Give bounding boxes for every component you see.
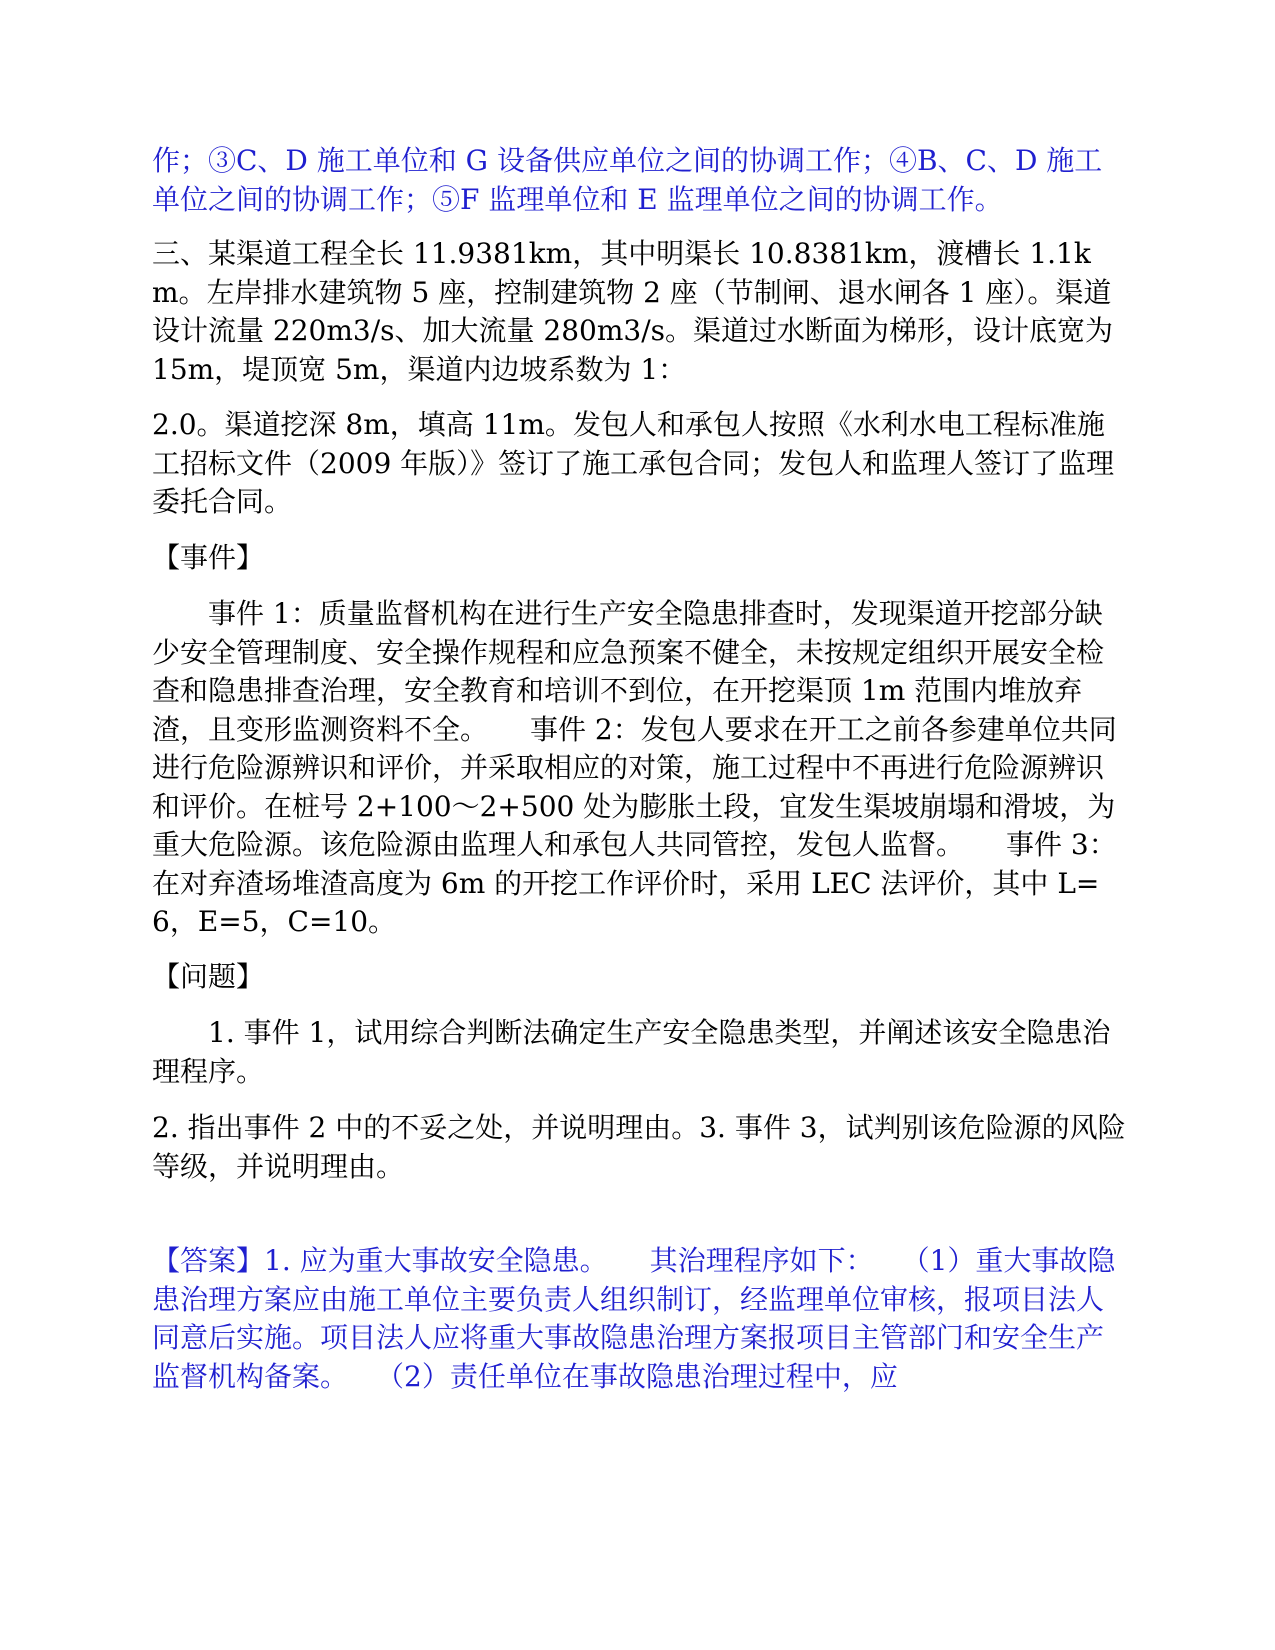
questions-heading: 【问题】 (152, 960, 265, 993)
intro-continuation: 作；③C、D 施工单位和 G 设备供应单位之间的协调工作；④B、C、D 施工单位之间的协调工作；⑤F 监理单位和 E 监理单位之间的协调工作。 (152, 144, 1103, 216)
questions-2-3: 2. 指出事件 2 中的不妥之处，并说明理由。3. 事件 3，试判别该危险源的风险等级，并说明理由。 (152, 1111, 1126, 1183)
events-heading: 【事件】 (152, 541, 265, 574)
question-1: 1. 事件 1，试用综合判断法确定生产安全隐患类型，并阐述该安全隐患治理程序。 (152, 1016, 1111, 1088)
problem-statement-paragraph-1: 三、某渠道工程全长 11.9381km，其中明渠长 10.8381km，渡槽长 1.1km。左岸排水建筑物 5 座，控制建筑物 2 座（节制闸、退水闸各 1 座）。渠道设计流量 220m3/s、加大流量 280m3/s。渠道过水断面为梯形，设计底宽为 15m，堤顶宽 5m，渠道内边坡系数为 1： (152, 237, 1114, 386)
answer-paragraph: 【答案】1. 应为重大事故安全隐患。 其治理程序如下： （1）重大事故隐患治理方案应由施工单位主要负责人组织制订，经监理单位审核，报项目法人同意后实施。项目法人应将重大事故隐患治理方案报项目主管部门和安全生产监督机构备案。 （2）责任单位在事故隐患治理过程中，应 (152, 1244, 1116, 1393)
events-paragraph: 事件 1：质量监督机构在进行生产安全隐患排查时，发现渠道开挖部分缺少安全管理制度、安全操作规程和应急预案不健全，未按规定组织开展安全检查和隐患排查治理，安全教育和培训不到位，在开挖渠顶 1m 范围内堆放弃渣，且变形监测资料不全。 事件 2：发包人要求在开工之前各参建单位共同进行危险源辨识和评价，并采取相应的对策，施工过程中不再进行危险源辨识和评价。在桩号 2+100～2+500 处为膨胀土段，宜发生渠坡崩塌和滑坡，为重大危险源。该危险源由监理人和承包人共同管控，发包人监督。 事件 3：在对弃渣场堆渣高度为 6m 的开挖工作评价时，采用 LEC 法评价，其中 L=6，E=5，C=10。 (152, 597, 1117, 938)
problem-statement-paragraph-2: 2.0。渠道挖深 8m，填高 11m。发包人和承包人按照《水利水电工程标准施工招标文件（2009 年版）》签订了施工承包合同；发包人和监理人签订了监理委托合同。 (152, 408, 1115, 518)
